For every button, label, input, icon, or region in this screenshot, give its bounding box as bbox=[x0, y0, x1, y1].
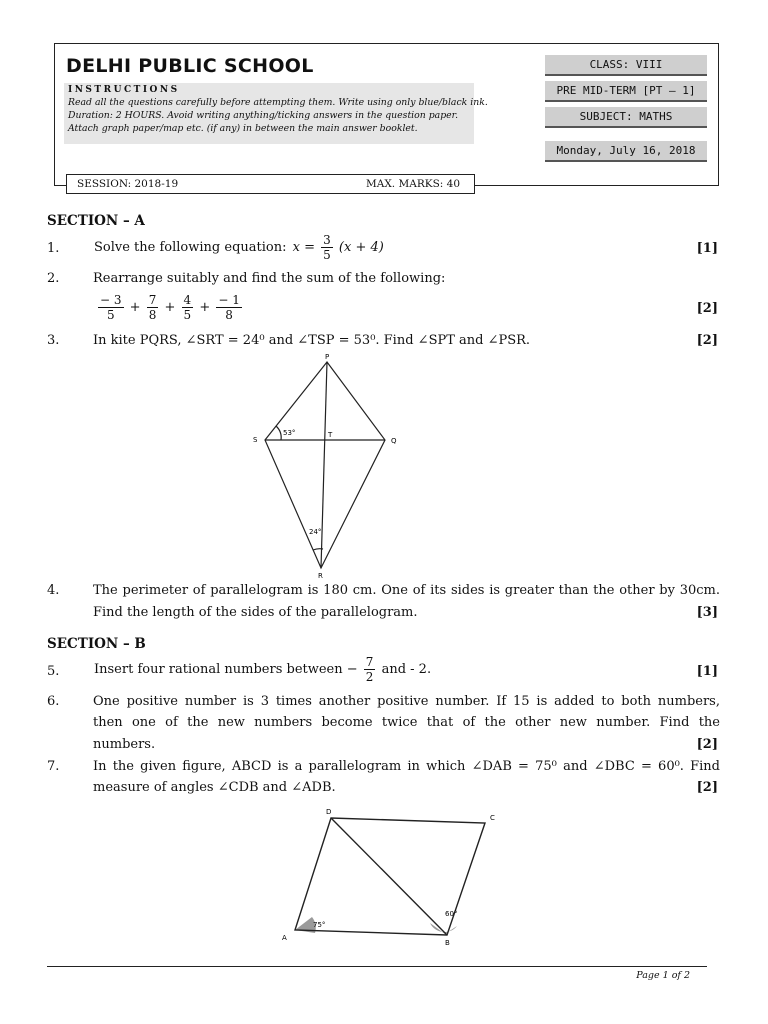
marks-label: [3] bbox=[696, 605, 718, 620]
denominator: 8 bbox=[225, 308, 233, 322]
question-4-line-1: The perimeter of parallelogram is 180 cm. One of its sides is greater than the other by 30cm. bbox=[93, 583, 720, 598]
label-r: R bbox=[318, 572, 323, 580]
marks-label: [2] bbox=[696, 737, 718, 752]
q2-fraction bbox=[182, 293, 194, 322]
question-number: 3. bbox=[47, 333, 60, 348]
label-a: A bbox=[282, 934, 287, 942]
q1-fraction bbox=[321, 233, 333, 262]
question-number: 2. bbox=[47, 271, 60, 286]
denominator: 2 bbox=[365, 670, 374, 684]
kite-outline bbox=[265, 362, 385, 568]
school-name: DELHI PUBLIC SCHOOL bbox=[66, 55, 314, 77]
q2-fraction bbox=[147, 293, 159, 322]
subject-box: SUBJECT: MATHS bbox=[545, 105, 707, 128]
parallelogram-figure bbox=[275, 805, 505, 950]
question-4-line-2: Find the length of the sides of the parallelogram. bbox=[93, 605, 418, 620]
kite-figure bbox=[245, 350, 415, 580]
numerator: 7 bbox=[148, 293, 157, 307]
q1-paren: (x + 4) bbox=[338, 240, 384, 255]
angle-arc-s bbox=[276, 426, 281, 440]
q5-text-before: Insert four rational numbers between − bbox=[94, 662, 358, 677]
marks-label: [2] bbox=[696, 333, 718, 348]
max-marks-label: MAX. MARKS: 40 bbox=[366, 178, 460, 190]
instruction-line: Read all the questions carefully before attempting them. Write using only blue/black ink. bbox=[68, 97, 488, 108]
angle-label-b: 60° bbox=[445, 910, 458, 918]
denominator: 5 bbox=[323, 248, 331, 262]
q2-fraction bbox=[98, 293, 124, 322]
denominator: 5 bbox=[106, 308, 115, 322]
numerator: − 1 bbox=[218, 293, 240, 307]
marks-label: [2] bbox=[696, 301, 718, 316]
question-5-text bbox=[93, 655, 432, 684]
marks-label: [1] bbox=[696, 241, 718, 256]
instruction-line: Attach graph paper/map etc. (if any) in between the main answer booklet. bbox=[68, 123, 418, 134]
exam-box: PRE MID-TERM [PT – 1] bbox=[545, 79, 707, 102]
q1-prompt: Solve the following equation: bbox=[94, 240, 287, 255]
denominator: 8 bbox=[148, 308, 157, 322]
label-t: T bbox=[328, 431, 333, 439]
label-b: B bbox=[445, 939, 450, 947]
question-number: 7. bbox=[47, 759, 60, 774]
question-number: 4. bbox=[47, 583, 60, 598]
date-box: Monday, July 16, 2018 bbox=[545, 139, 707, 162]
q5-fraction bbox=[364, 655, 376, 684]
angle-label-s: 53° bbox=[283, 429, 296, 437]
question-7-line-1: In the given figure, ABCD is a parallelogram in which ∠DAB = 75⁰ and ∠DBC = 60⁰. Find bbox=[93, 759, 720, 774]
marks-label: [1] bbox=[696, 664, 718, 679]
denominator: 5 bbox=[183, 308, 192, 322]
numerator: 4 bbox=[183, 293, 192, 307]
question-6-line-3: numbers. bbox=[93, 737, 156, 752]
question-number: 1. bbox=[47, 241, 60, 256]
footer-rule bbox=[47, 966, 707, 967]
marks-label: [2] bbox=[696, 780, 718, 795]
label-p: P bbox=[325, 353, 330, 361]
instructions-title: INSTRUCTIONS bbox=[68, 85, 180, 95]
plus-sign: + bbox=[164, 300, 176, 315]
plus-sign: + bbox=[199, 300, 211, 315]
label-q: Q bbox=[391, 437, 397, 445]
label-s: S bbox=[253, 436, 258, 444]
instruction-line: Duration: 2 HOURS. Avoid writing anything/ticking answers in the question paper. bbox=[68, 110, 459, 121]
numerator: 3 bbox=[323, 233, 331, 247]
session-box bbox=[66, 174, 475, 194]
section-b-heading: SECTION – B bbox=[47, 636, 146, 652]
question-6-line-2: then one of the new numbers become twice that of the other new number. Find the bbox=[93, 715, 720, 730]
angle-label-r: 24° bbox=[309, 528, 322, 536]
angle-label-a: 75° bbox=[313, 921, 326, 929]
plus-sign: + bbox=[129, 300, 141, 315]
numerator: − 3 bbox=[100, 293, 122, 307]
label-c: C bbox=[490, 814, 495, 822]
question-1-text bbox=[93, 233, 385, 262]
q1-lhs: x = bbox=[292, 240, 315, 255]
kite-diagonal-pr bbox=[321, 362, 327, 568]
q2-fraction bbox=[216, 293, 242, 322]
class-box: CLASS: VIII bbox=[545, 53, 707, 76]
session-label: SESSION: 2018-19 bbox=[77, 178, 179, 190]
question-number: 5. bbox=[47, 664, 60, 679]
question-2-text: Rearrange suitably and find the sum of the following: bbox=[93, 271, 446, 286]
numerator: 7 bbox=[365, 655, 374, 669]
question-6-line-1: One positive number is 3 times another positive number. If 15 is added to both numbers, bbox=[93, 694, 720, 709]
page-number: Page 1 of 2 bbox=[636, 970, 690, 981]
q5-text-after: and - 2. bbox=[381, 662, 432, 677]
question-number: 6. bbox=[47, 694, 60, 709]
question-3-text: In kite PQRS, ∠SRT = 24⁰ and ∠TSP = 53⁰. Find ∠SPT and ∠PSR. bbox=[93, 333, 531, 348]
question-7-line-2: measure of angles ∠CDB and ∠ADB. bbox=[93, 780, 336, 795]
label-d: D bbox=[326, 808, 332, 816]
q2-expression bbox=[97, 293, 243, 322]
section-a-heading: SECTION – A bbox=[47, 213, 145, 229]
diagonal-db bbox=[331, 818, 447, 935]
